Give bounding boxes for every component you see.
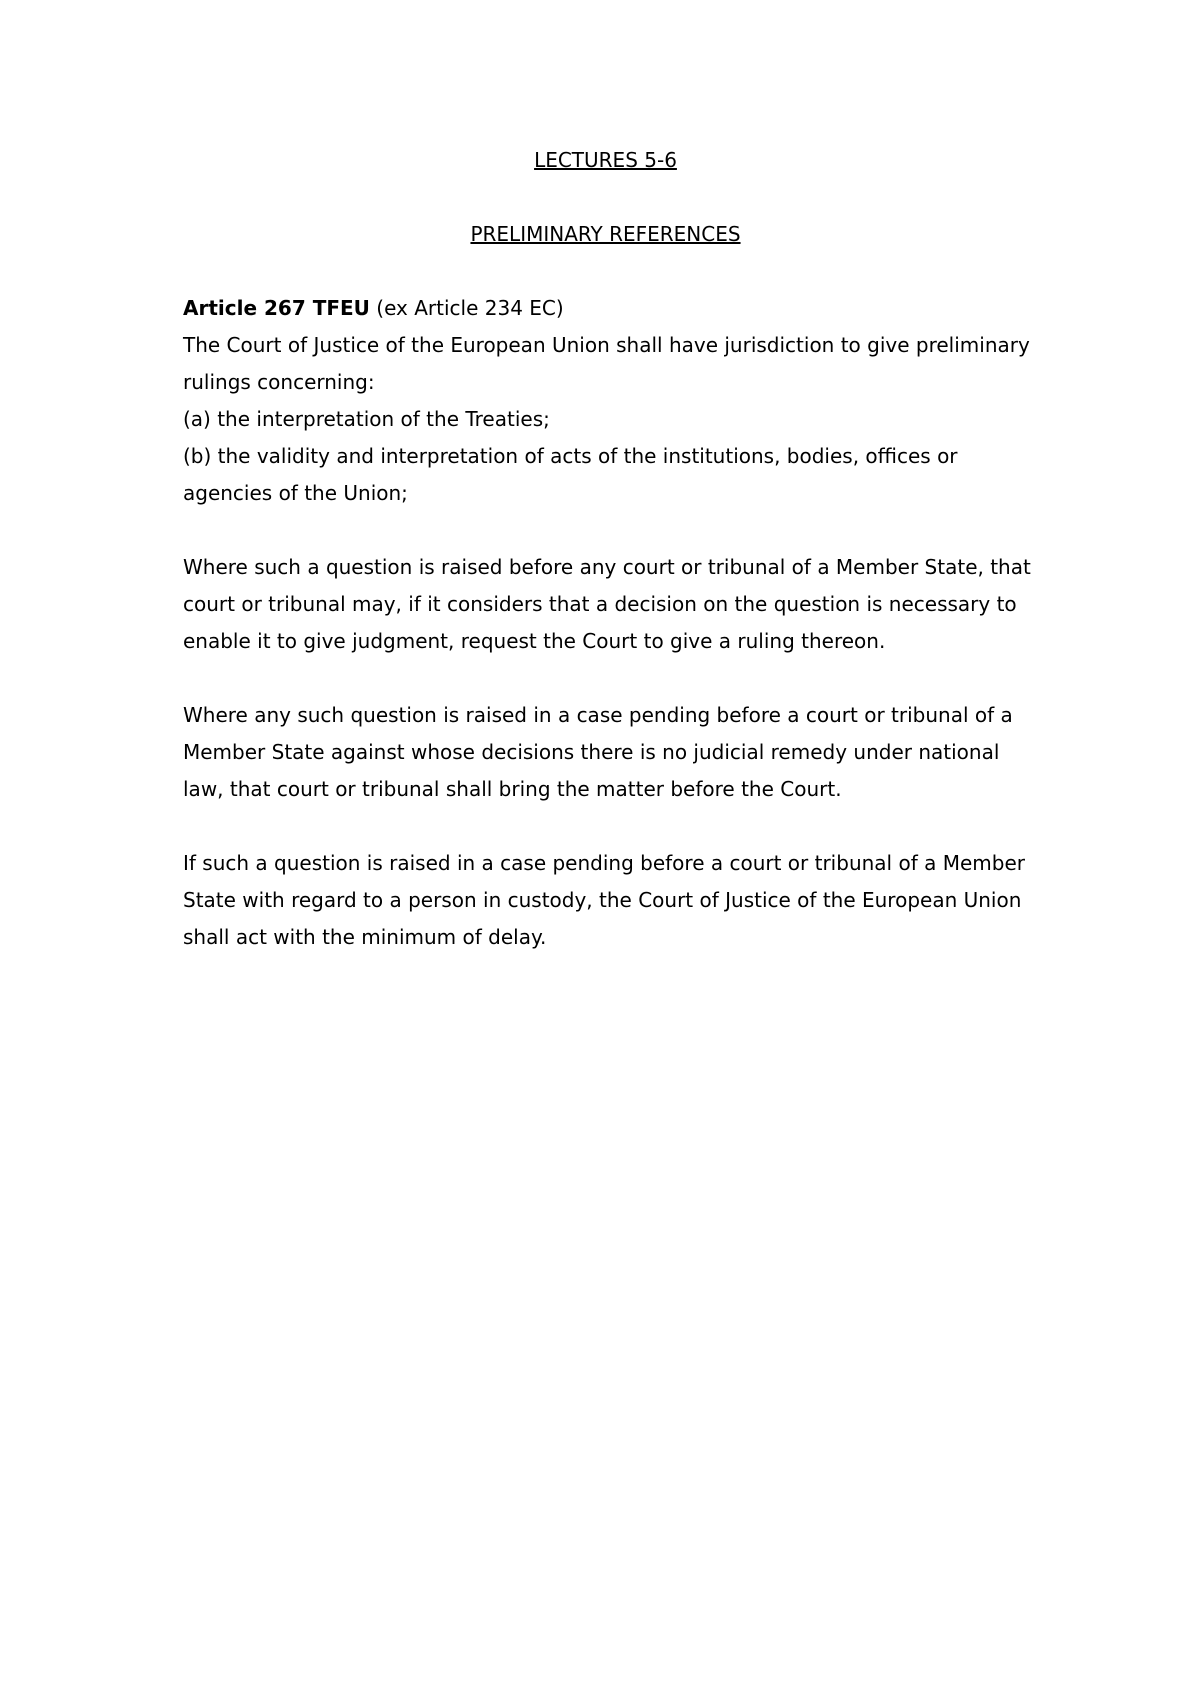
article-item-b: (b) the validity and interpretation of acts of the institutions, bodies, offices or agencies of the Union; bbox=[183, 444, 958, 505]
article-title bbox=[183, 290, 1043, 327]
paragraph-2: Where any such question is raised in a case pending before a court or tribunal of a Member State against whose decisions there is no judicial remedy under national law, that court or tribunal shall bring the matter before the Court. bbox=[183, 703, 1013, 801]
article-title-bold: Article 267 TFEU bbox=[183, 296, 370, 320]
section-heading: PRELIMINARY REFERENCES bbox=[470, 222, 741, 246]
article-title-rest: (ex Article 234 EC) bbox=[369, 296, 564, 320]
document-body bbox=[183, 142, 1043, 956]
lecture-heading: LECTURES 5-6 bbox=[534, 148, 677, 172]
paragraph-1: Where such a question is raised before any court or tribunal of a Member State, that court or tribunal may, if it considers that a decision on the question is necessary to enable it to give judgment, request the Court to give a ruling thereon. bbox=[183, 555, 1031, 653]
article-intro: The Court of Justice of the European Union shall have jurisdiction to give preliminary rulings concerning: bbox=[183, 333, 1030, 394]
paragraph-3: If such a question is raised in a case pending before a court or tribunal of a Member State with regard to a person in custody, the Court of Justice of the European Union shall act with the minimum of delay. bbox=[183, 851, 1025, 949]
article-item-a: (a) the interpretation of the Treaties; bbox=[183, 407, 550, 431]
